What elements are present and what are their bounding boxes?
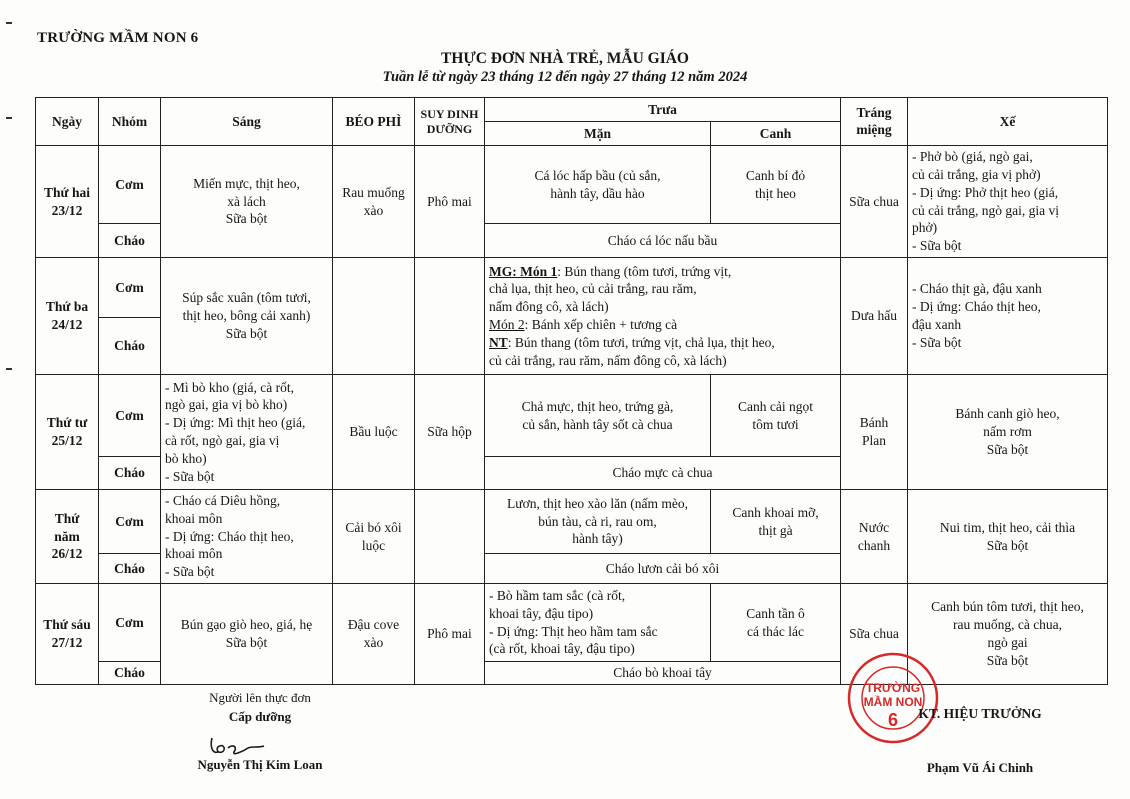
sang-cell: Súp sắc xuân (tôm tươi, thịt heo, bông cải xanh) Sữa bột [161, 258, 333, 375]
col-suy-dinh-duong: SUY DINH DƯỠNG [415, 98, 485, 146]
day-cell: Thứ hai 23/12 [36, 146, 99, 258]
trang-mieng-cell: Bánh Plan [841, 375, 908, 490]
margin-mark [6, 117, 12, 119]
man-cell: Cá lóc hấp bầu (củ sắn, hành tây, dầu hào [485, 146, 711, 224]
signature-principal [880, 706, 1080, 776]
trang-mieng-cell: Dưa hấu [841, 258, 908, 375]
signature-name: Nguyễn Thị Kim Loan [197, 757, 323, 772]
chao-trua-cell: Cháo lươn cải bó xôi [485, 554, 841, 584]
group-com: Cơm [99, 584, 161, 662]
signature-caption: Người lên thực đơn [209, 690, 311, 705]
school-name: TRƯỜNG MẦM NON 6 [37, 30, 199, 46]
chao-trua-cell: Cháo bò khoai tây [485, 662, 841, 685]
sdd-cell: Sữa hộp [415, 375, 485, 490]
group-com: Cơm [99, 258, 161, 318]
menu-table [35, 97, 1108, 685]
svg-text:MẦM NON: MẦM NON [863, 695, 923, 709]
beo-phi-cell [333, 258, 415, 375]
xe-cell: Nui tim, thịt heo, cải thìa Sữa bột [908, 490, 1108, 584]
group-com: Cơm [99, 375, 161, 457]
col-ngay: Ngày [36, 98, 99, 146]
xe-cell: - Phở bò (giá, ngò gai, củ cải trắng, gia vị phở) - Dị ứng: Phở thịt heo (giá, củ cải trắng, ngò gai, gia vị phở) - Sữa bột [908, 146, 1108, 258]
col-beo-phi: BÉO PHÌ [333, 98, 415, 146]
signature-role: Cấp dưỡng [228, 709, 292, 724]
chao-trua-cell: Cháo cá lóc nấu bầu [485, 224, 841, 258]
sang-cell: Miến mực, thịt heo, xà lách Sữa bột [161, 146, 333, 258]
week-range: Tuần lễ từ ngày 23 tháng 12 đến ngày 27 tháng 12 năm 2024 [382, 69, 748, 85]
sdd-cell [415, 258, 485, 375]
man-cell: Lươn, thịt heo xào lăn (nấm mèo, bún tàu, cà ri, rau om, hành tây) [485, 490, 711, 554]
day-cell: Thứ tư 25/12 [36, 375, 99, 490]
trang-mieng-cell: Nước chanh [841, 490, 908, 584]
margin-mark [6, 22, 12, 24]
group-chao: Cháo [99, 662, 161, 685]
group-chao: Cháo [99, 457, 161, 490]
man-cell: Chả mực, thịt heo, trứng gà, củ sắn, hành tây sốt cà chua [485, 375, 711, 457]
day-cell: Thứ năm 26/12 [36, 490, 99, 584]
sang-cell: - Mì bò kho (giá, cà rốt, ngò gai, gia vị bò kho) - Dị ứng: Mì thịt heo (giá, cà rốt, ngò gai, gia vị bò kho) - Sữa bột [161, 375, 333, 490]
svg-text:TRƯỜNG: TRƯỜNG [865, 681, 921, 695]
canh-cell: Canh bí đỏ thịt heo [711, 146, 841, 224]
beo-phi-cell: Bầu luộc [333, 375, 415, 490]
xe-cell: Bánh canh giò heo, nấm rơm Sữa bột [908, 375, 1108, 490]
sdd-cell [415, 490, 485, 584]
signature-role: KT. HIỆU TRƯỞNG [918, 706, 1042, 721]
col-canh: Canh [711, 122, 841, 146]
group-chao: Cháo [99, 318, 161, 375]
trang-mieng-cell: Sữa chua [841, 584, 908, 685]
margin-mark [6, 368, 12, 370]
chao-trua-cell: Cháo mực cà chua [485, 457, 841, 490]
group-com: Cơm [99, 490, 161, 554]
day-cell: Thứ ba 24/12 [36, 258, 99, 375]
sdd-cell: Phô mai [415, 146, 485, 258]
xe-cell: - Cháo thịt gà, đậu xanh - Dị ứng: Cháo thịt heo, đậu xanh - Sữa bột [908, 258, 1108, 375]
canh-cell: Canh cải ngọt tôm tươi [711, 375, 841, 457]
canh-cell: Canh khoai mỡ, thịt gà [711, 490, 841, 554]
beo-phi-cell: Cải bó xôi luộc [333, 490, 415, 584]
col-nhom: Nhóm [99, 98, 161, 146]
signature-name: Phạm Vũ Ái Chinh [926, 760, 1034, 775]
beo-phi-cell: Đậu cove xào [333, 584, 415, 685]
xe-cell: Canh bún tôm tươi, thịt heo, rau muống, cà chua, ngò gai Sữa bột [908, 584, 1108, 685]
sang-cell: Bún gạo giò heo, giá, hẹ Sữa bột [161, 584, 333, 685]
canh-cell: Canh tần ô cá thác lác [711, 584, 841, 662]
group-chao: Cháo [99, 224, 161, 258]
col-trang-mieng: Tráng miệng [841, 98, 908, 146]
signature-cook [160, 690, 360, 773]
group-com: Cơm [99, 146, 161, 224]
col-sang: Sáng [161, 98, 333, 146]
trang-mieng-cell: Sữa chua [841, 146, 908, 258]
trua-cell: MG: Món 1: Bún thang (tôm tươi, trứng vịt, chả lụa, thịt heo, củ cải trắng, rau răm, nấm đông cô, xà lách) Món 2: Bánh xếp chiên + tương cà NT: Bún thang (tôm tươi, trứng vịt, chả lụa, thịt heo, củ cải trắng, rau răm, nấm đông cô, xà lách) [485, 258, 841, 375]
col-man: Mặn [485, 122, 711, 146]
day-cell: Thứ sáu 27/12 [36, 584, 99, 685]
man-cell: - Bò hầm tam sắc (cà rốt, khoai tây, đậu tipo) - Dị ứng: Thịt heo hầm tam sắc (cà rốt, khoai tây, đậu tipo) [485, 584, 711, 662]
sang-cell: - Cháo cá Diêu hồng, khoai môn - Dị ứng: Cháo thịt heo, khoai môn - Sữa bột [161, 490, 333, 584]
col-xe: Xế [908, 98, 1108, 146]
svg-text:6: 6 [887, 710, 899, 730]
col-trua: Trưa [485, 98, 841, 122]
sdd-cell: Phô mai [415, 584, 485, 685]
handwritten-signature [208, 732, 268, 760]
page-title: THỰC ĐƠN NHÀ TRẺ, MẪU GIÁO [440, 50, 689, 67]
group-chao: Cháo [99, 554, 161, 584]
beo-phi-cell: Rau muống xào [333, 146, 415, 258]
